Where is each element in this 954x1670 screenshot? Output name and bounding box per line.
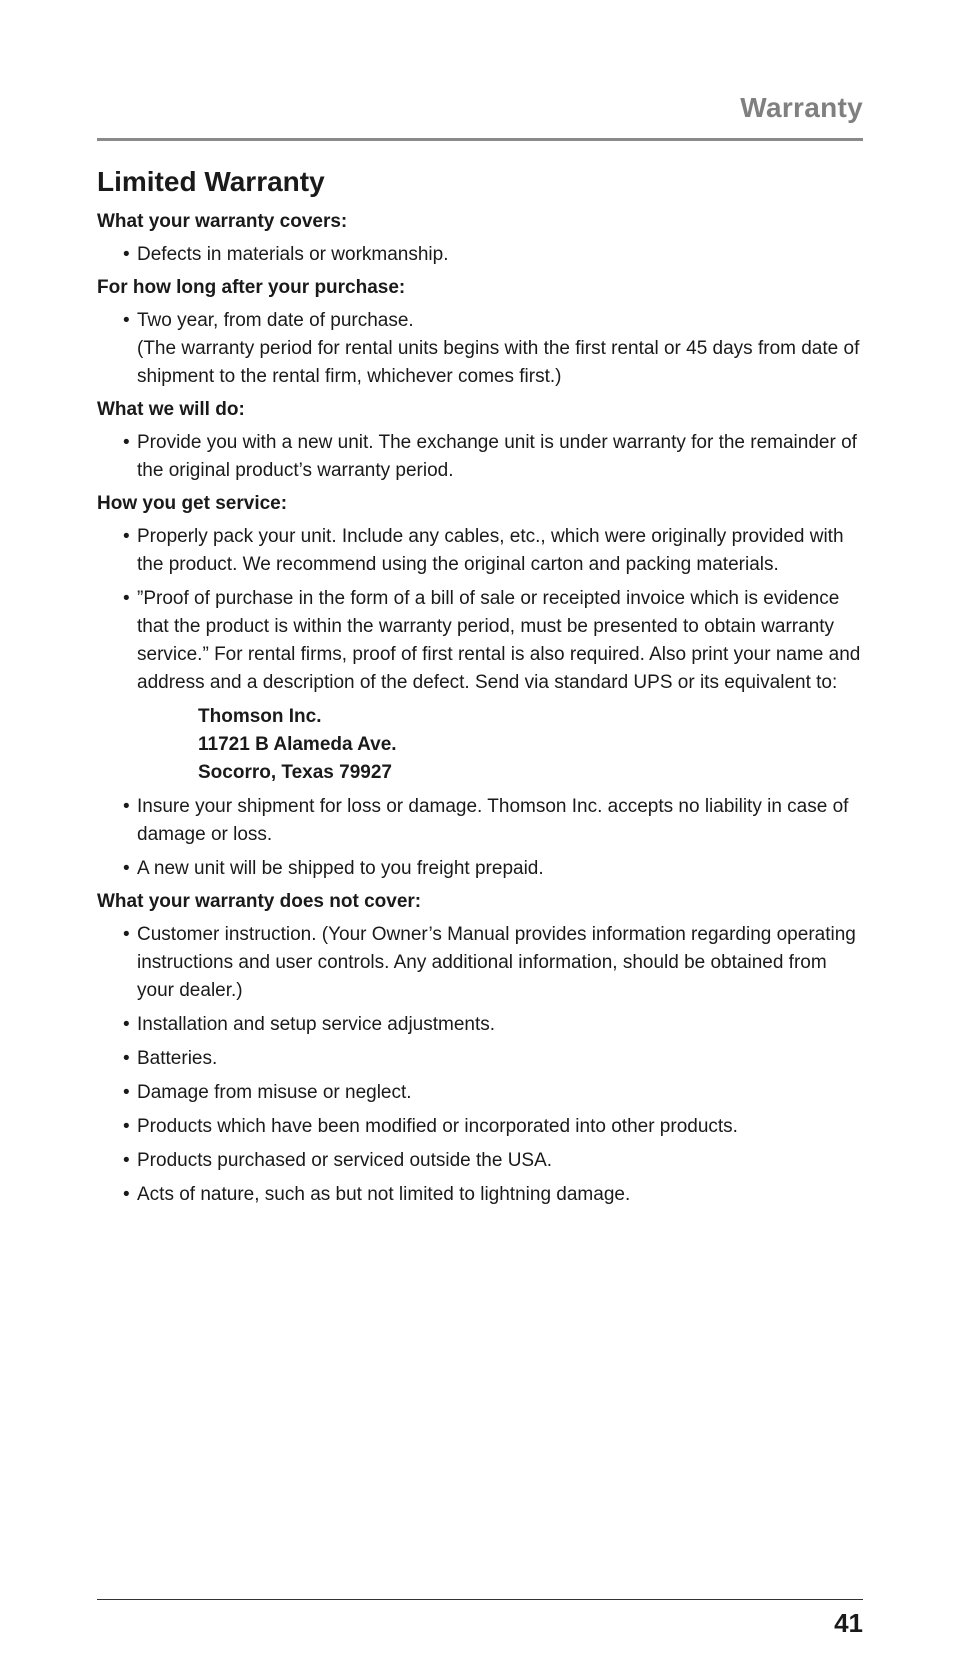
list-item [97,1045,867,1073]
page-number: 41 [834,1608,863,1638]
bullet-icon: • [123,432,130,453]
list-item [97,1181,867,1209]
bullet-icon: • [123,1014,130,1035]
list-item-text: A new unit will be shipped to you freight prepaid. [137,858,544,879]
address-line-city: Socorro, Texas 79927 [198,762,392,783]
bullet-list [97,793,867,883]
bullet-list [97,307,867,391]
list-item [97,307,867,391]
bullet-icon: • [123,1150,130,1171]
bullet-icon: • [123,1116,130,1137]
bullet-icon: • [123,924,130,945]
bullet-icon: • [123,310,130,331]
list-item-text: Provide you with a new unit. The exchange unit is under warranty for the remainder of the original product’s warranty period. [137,432,857,481]
list-item [97,429,867,485]
bullet-icon: • [123,796,130,817]
header-title: Warranty [740,92,863,123]
section-heading: What your warranty does not cover: [97,891,422,912]
list-item-text: Batteries. [137,1048,218,1069]
list-item-text: Products purchased or serviced outside the USA. [137,1150,553,1171]
rental-note: (The warranty period for rental units begins with the first rental or 45 days from date of shipment to the rental firm, whichever comes first.) [137,338,860,387]
list-item [97,1011,867,1039]
mailing-address [97,703,867,787]
bullet-list [97,523,867,697]
bullet-icon: • [123,1082,130,1103]
section-heading: How you get service: [97,493,288,514]
section-heading: For how long after your purchase: [97,277,406,298]
list-item-text: Defects in materials or workmanship. [137,244,449,265]
warranty-content [97,165,867,1215]
list-item [97,585,867,697]
address-line-street: 11721 B Alameda Ave. [198,734,397,755]
list-item-text: Insure your shipment for loss or damage. Thomson Inc. accepts no liability in case of damage or loss. [137,796,849,845]
list-item [97,241,867,269]
bullet-icon: • [123,588,130,609]
list-item [97,523,867,579]
bullet-list [97,429,867,485]
bullet-icon: • [123,1184,130,1205]
address-line-company: Thomson Inc. [198,706,322,727]
list-item-text: Damage from misuse or neglect. [137,1082,412,1103]
bullet-icon: • [123,858,130,879]
page-title: Limited Warranty [97,166,325,197]
list-item-text: Installation and setup service adjustments. [137,1014,496,1035]
bullet-list [97,921,867,1209]
section-get-service [97,491,867,883]
bullet-icon: • [123,244,130,265]
list-item [97,793,867,849]
page-header [97,88,863,141]
section-heading: What your warranty covers: [97,211,348,232]
list-item [97,1113,867,1141]
bullet-icon: • [123,1048,130,1069]
bullet-list [97,241,867,269]
section-duration [97,275,867,391]
section-not-covered [97,889,867,1209]
list-item-text: Products which have been modified or incorporated into other products. [137,1116,738,1137]
page-footer [97,1599,863,1638]
list-item [97,1147,867,1175]
section-heading: What we will do: [97,399,245,420]
section-covers [97,209,867,269]
list-item-text: Customer instruction. (Your Owner’s Manual provides information regarding operating instructions and user controls. Any additional information, should be obtained from your dealer.) [137,924,856,1001]
list-item [97,921,867,1005]
list-item [97,1079,867,1107]
bullet-icon: • [123,526,130,547]
list-item-text: Acts of nature, such as but not limited to lightning damage. [137,1184,631,1205]
list-item [97,855,867,883]
section-what-we-do [97,397,867,485]
list-item-text: Properly pack your unit. Include any cables, etc., which were originally provided with the product. We recommend using the original carton and packing materials. [137,526,844,575]
list-item-text: Two year, from date of purchase. [137,310,414,331]
list-item-text: ”Proof of purchase in the form of a bill of sale or receipted invoice which is evidence that the product is within the warranty period, must be presented to obtain warranty service.” For rental firms, proof of first rental is also required. Also print your name and address and a description of the defect. Send via standard UPS or its equivalent to: [137,588,861,693]
